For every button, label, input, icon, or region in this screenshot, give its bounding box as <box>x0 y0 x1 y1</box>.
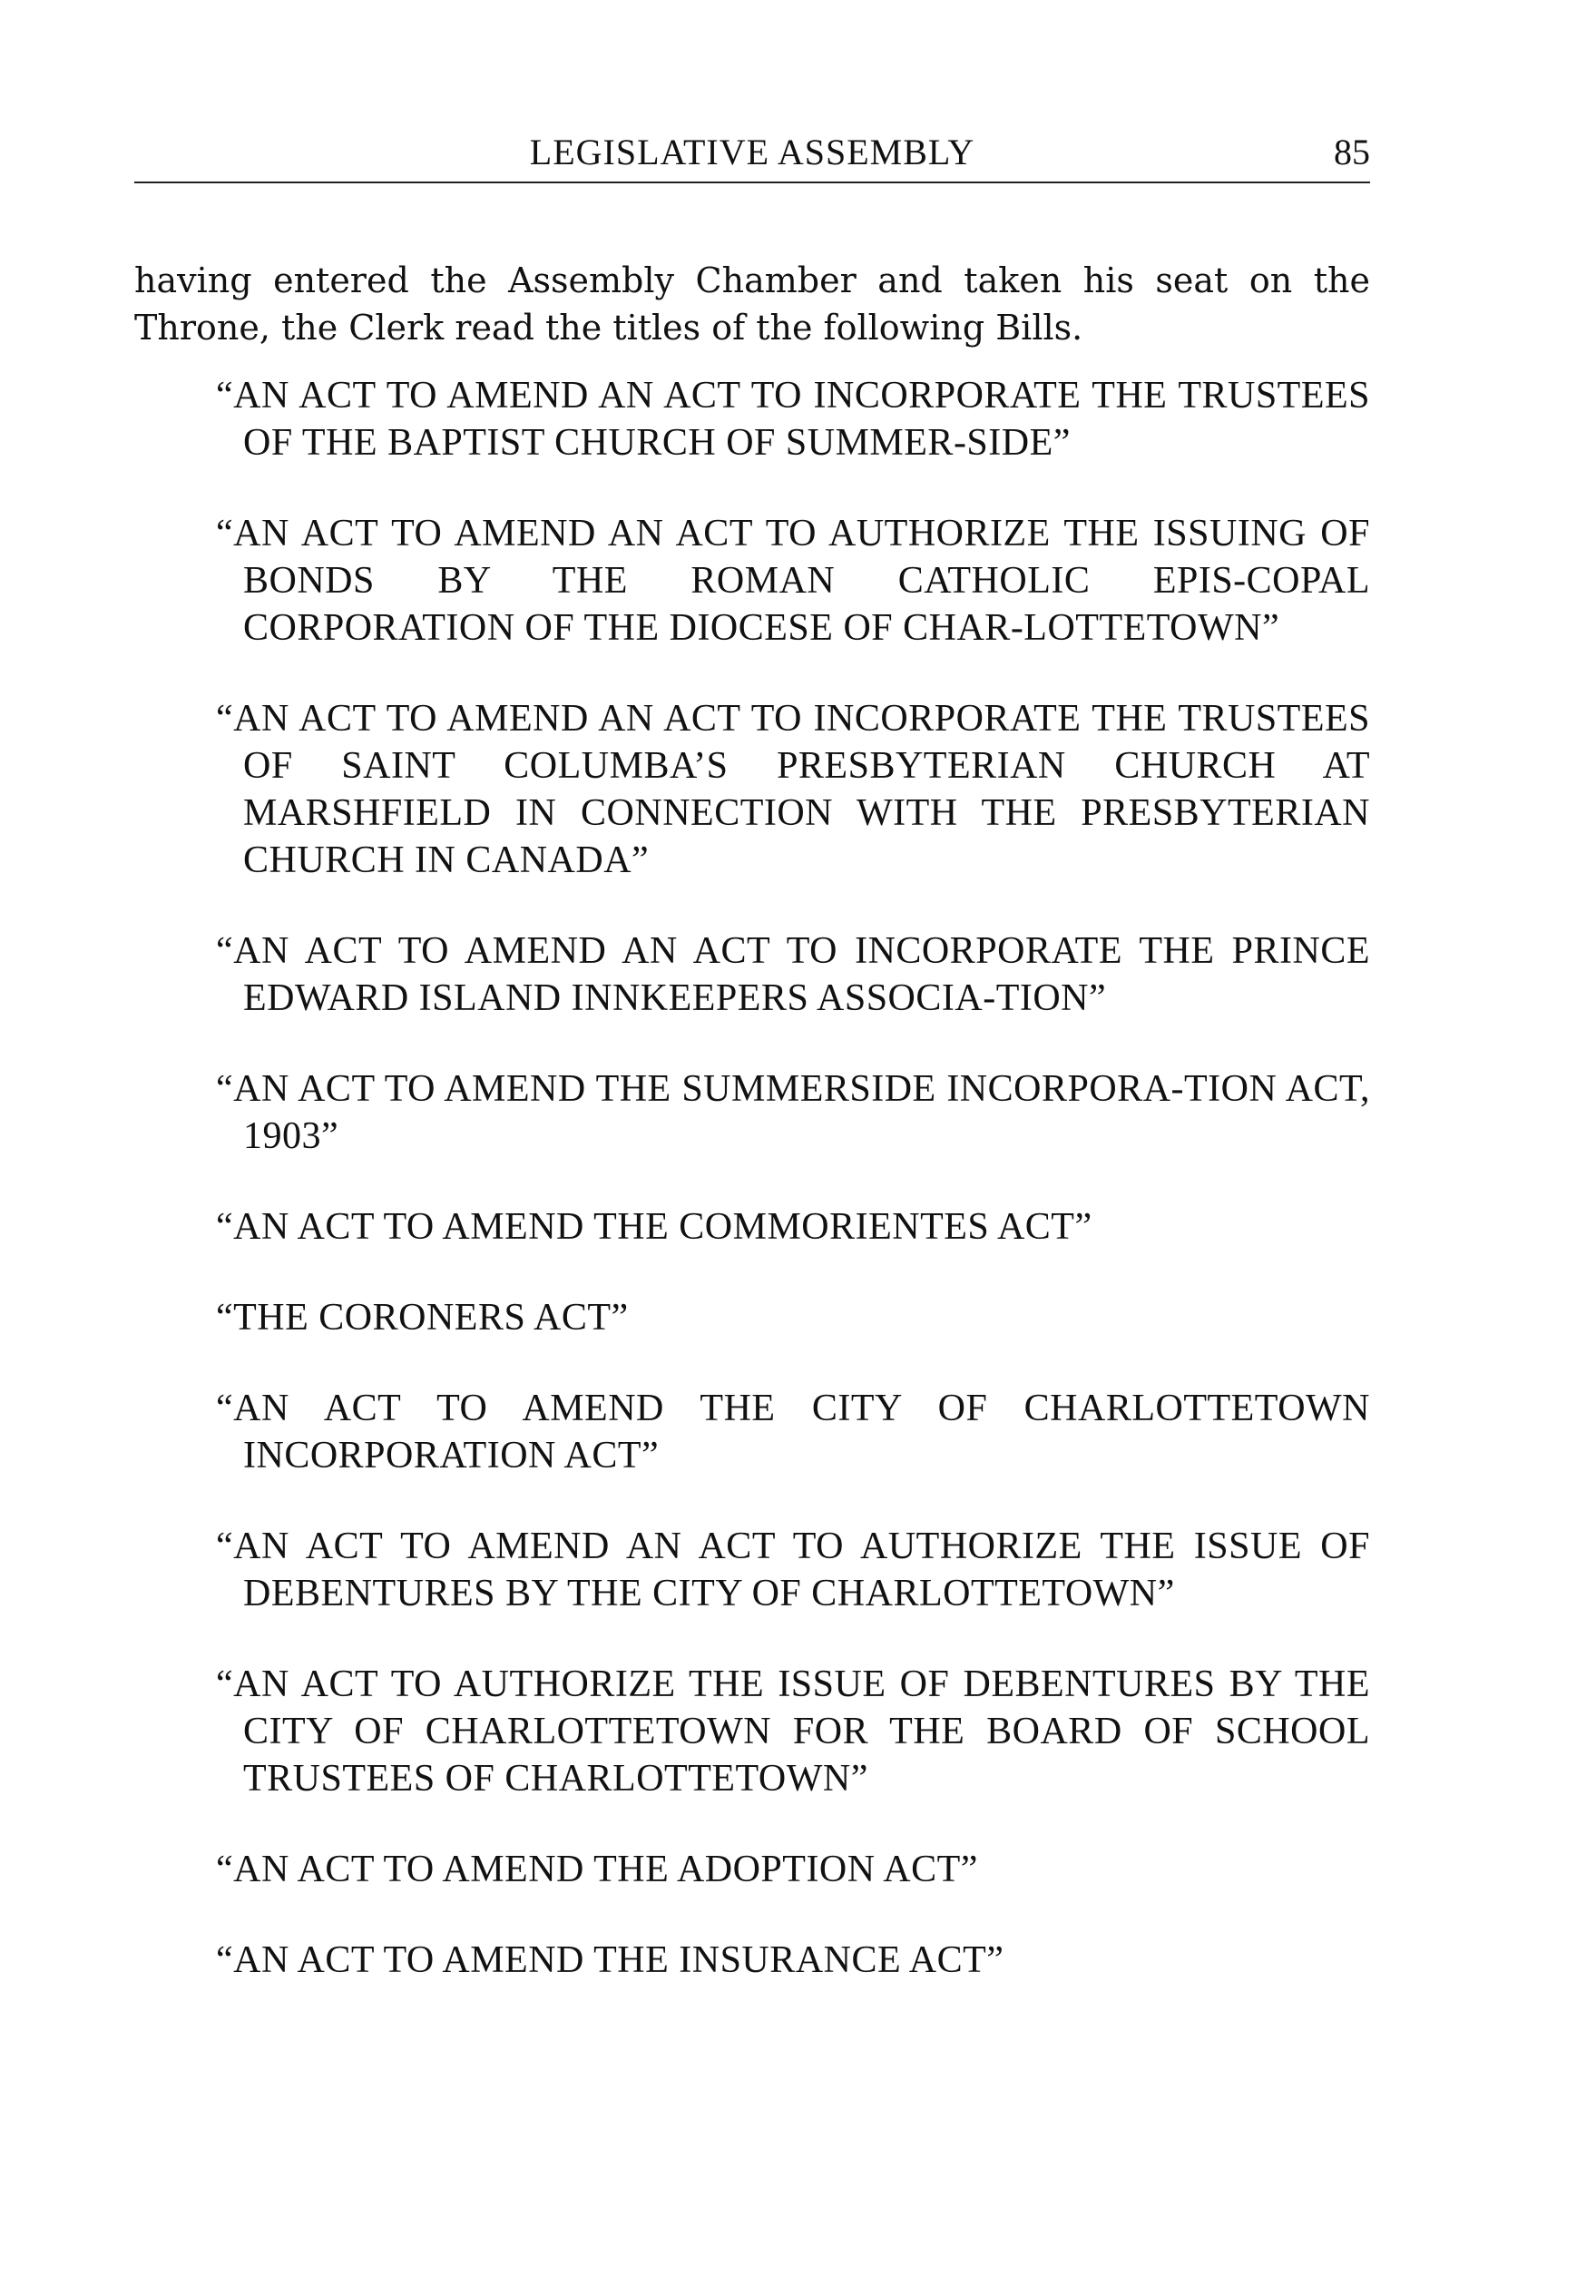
bill-title: “THE CORONERS ACT” <box>216 1297 629 1339</box>
running-header <box>134 127 1370 183</box>
bill-list <box>216 372 1370 2027</box>
bill-title: “AN ACT TO AMEND AN ACT TO INCORPORATE THE TRUSTEES OF THE BAPTIST CHURCH OF SUMMER-SIDE” <box>216 375 1370 464</box>
bill-title: “AN ACT TO AUTHORIZE THE ISSUE OF DEBENTURES BY THE CITY OF CHARLOTTETOWN FOR THE BOARD OF SCHOOL TRUSTEES OF CHARLOTTETOWN” <box>216 1663 1370 1800</box>
bill-title: “AN ACT TO AMEND AN ACT TO AUTHORIZE THE ISSUE OF DEBENTURES BY THE CITY OF CHARLOTTETOWN” <box>216 1526 1370 1614</box>
bill-title: “AN ACT TO AMEND AN ACT TO AUTHORIZE THE ISSUING OF BONDS BY THE ROMAN CATHOLIC EPIS-COPAL CORPORATION OF THE DIOCESE OF CHAR-LOTTETOWN” <box>216 513 1370 649</box>
header-title: LEGISLATIVE ASSEMBLY <box>529 132 975 172</box>
bill-title: “AN ACT TO AMEND THE INSURANCE ACT” <box>216 1939 1004 1981</box>
bill-title: “AN ACT TO AMEND AN ACT TO INCORPORATE THE PRINCE EDWARD ISLAND INNKEEPERS ASSOCIA-TION” <box>216 930 1370 1019</box>
bill-title: “AN ACT TO AMEND THE CITY OF CHARLOTTETOWN INCORPORATION ACT” <box>216 1388 1370 1477</box>
page-number: 85 <box>1334 132 1370 172</box>
bill-title: “AN ACT TO AMEND AN ACT TO INCORPORATE THE TRUSTEES OF SAINT COLUMBA’S PRESBYTERIAN CHURCH AT MARSHFIELD IN CONNECTION WITH THE PRESBYTERIAN CHURCH IN CANADA” <box>216 698 1370 881</box>
bill-title: “AN ACT TO AMEND THE COMMORIENTES ACT” <box>216 1206 1092 1248</box>
bill-title: “AN ACT TO AMEND THE ADOPTION ACT” <box>216 1849 978 1890</box>
bill-title: “AN ACT TO AMEND THE SUMMERSIDE INCORPORA-TION ACT, 1903” <box>216 1068 1370 1157</box>
intro-paragraph: having entered the Assembly Chamber and taken his seat on the Throne, the Clerk read the titles of the following Bills. <box>134 260 1370 348</box>
